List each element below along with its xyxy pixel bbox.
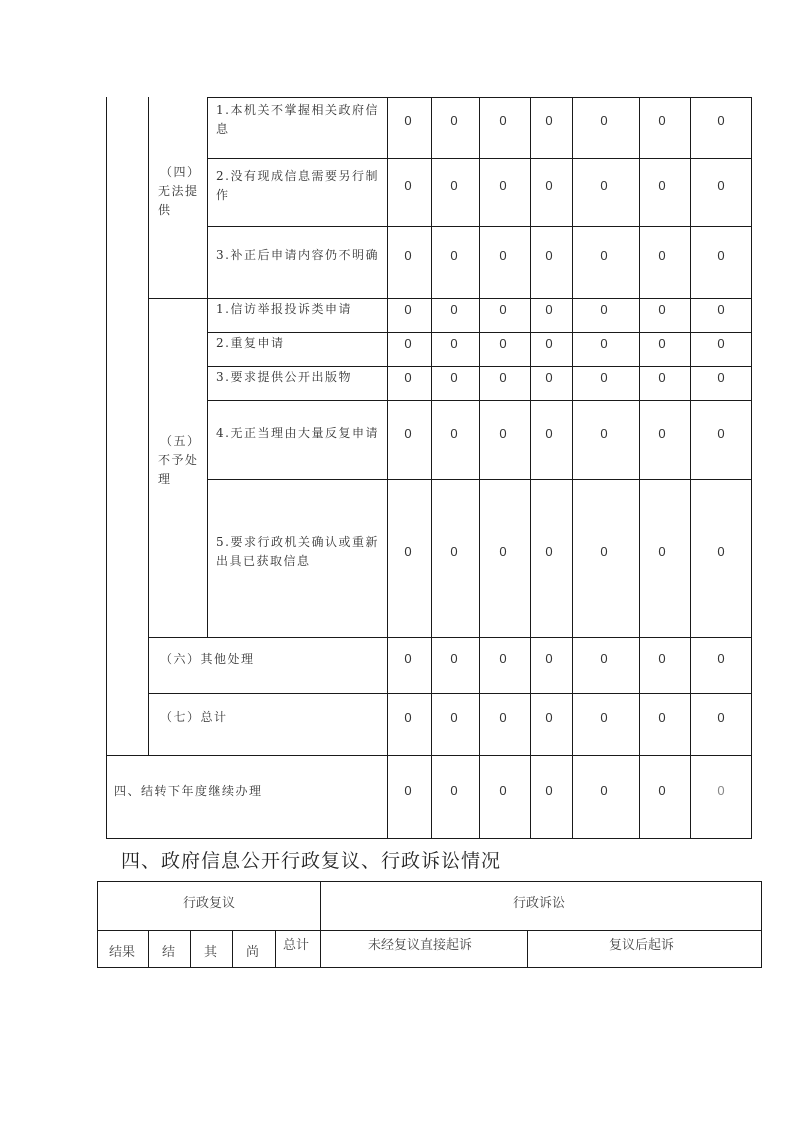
subheader-result: 结果 bbox=[109, 945, 136, 960]
value-cell: 0 bbox=[717, 248, 725, 263]
subheader-after-review-suit: 复议后起诉 bbox=[609, 938, 675, 953]
row-label: 5.要求行政机关确认或重新 出具已获取信息 bbox=[216, 535, 379, 568]
rule bbox=[148, 930, 149, 968]
value-cell: 0 bbox=[450, 783, 458, 798]
rule bbox=[106, 755, 751, 756]
value-cell: 0 bbox=[450, 248, 458, 263]
value-cell: 0 bbox=[450, 370, 458, 385]
header-admin-litigation: 行政诉讼 bbox=[513, 896, 566, 911]
value-cell: 0 bbox=[404, 248, 412, 263]
value-cell: 0 bbox=[404, 544, 412, 559]
value-cell: 0 bbox=[499, 783, 507, 798]
rule bbox=[761, 881, 762, 968]
value-cell: 0 bbox=[450, 178, 458, 193]
rule bbox=[232, 930, 233, 968]
subheader-jie: 结 bbox=[162, 945, 176, 960]
value-cell: 0 bbox=[545, 302, 553, 317]
rule bbox=[530, 97, 531, 839]
row-label: 2.没有现成信息需要另行制 作 bbox=[216, 169, 379, 202]
value-cell: 0 bbox=[717, 178, 725, 193]
value-cell: 0 bbox=[499, 178, 507, 193]
value-cell: 0 bbox=[600, 426, 608, 441]
group-four-label: （四） 无法提 供 bbox=[158, 165, 201, 217]
value-cell: 0 bbox=[717, 302, 725, 317]
value-cell: 0 bbox=[658, 178, 666, 193]
rule bbox=[275, 930, 276, 968]
value-cell: 0 bbox=[545, 336, 553, 351]
value-cell: 0 bbox=[600, 248, 608, 263]
value-cell: 0 bbox=[658, 302, 666, 317]
value-cell: 0 bbox=[545, 783, 553, 798]
value-cell: 0 bbox=[450, 544, 458, 559]
row-label: 4.无正当理由大量反复申请 bbox=[216, 426, 379, 440]
subheader-total: 总计 bbox=[283, 938, 310, 953]
value-cell: 0 bbox=[658, 336, 666, 351]
subheader-qi: 其 bbox=[204, 945, 218, 960]
value-cell: 0 bbox=[600, 651, 608, 666]
value-cell: 0 bbox=[404, 783, 412, 798]
value-cell: 0 bbox=[658, 370, 666, 385]
rule bbox=[148, 693, 751, 694]
value-cell: 0 bbox=[600, 544, 608, 559]
rule bbox=[527, 930, 528, 968]
row-label: 3.要求提供公开出版物 bbox=[216, 370, 352, 384]
value-cell: 0 bbox=[545, 710, 553, 725]
rule bbox=[207, 97, 208, 638]
value-cell: 0 bbox=[658, 651, 666, 666]
value-cell: 0 bbox=[450, 710, 458, 725]
value-cell: 0 bbox=[404, 426, 412, 441]
value-cell: 0 bbox=[658, 710, 666, 725]
value-cell: 0 bbox=[717, 544, 725, 559]
rule bbox=[751, 97, 752, 839]
row-label: （七）总计 bbox=[160, 710, 228, 724]
rule bbox=[320, 881, 321, 968]
rule bbox=[106, 838, 751, 839]
value-cell: 0 bbox=[545, 178, 553, 193]
value-cell: 0 bbox=[658, 783, 666, 798]
value-cell: 0 bbox=[404, 651, 412, 666]
value-cell: 0 bbox=[545, 113, 553, 128]
value-cell: 0 bbox=[450, 336, 458, 351]
value-cell: 0 bbox=[717, 113, 725, 128]
value-cell: 0 bbox=[600, 370, 608, 385]
value-cell: 0 bbox=[450, 113, 458, 128]
value-cell: 0 bbox=[717, 370, 725, 385]
value-cell: 0 bbox=[545, 426, 553, 441]
value-cell: 0 bbox=[545, 248, 553, 263]
rule bbox=[387, 97, 388, 839]
value-cell: 0 bbox=[658, 544, 666, 559]
rule bbox=[148, 97, 149, 756]
value-cell: 0 bbox=[499, 544, 507, 559]
rule bbox=[572, 97, 573, 839]
value-cell: 0 bbox=[717, 426, 725, 441]
value-cell: 0 bbox=[600, 302, 608, 317]
rule bbox=[690, 97, 691, 839]
value-cell: 0 bbox=[600, 783, 608, 798]
value-cell: 0 bbox=[404, 370, 412, 385]
value-cell: 0 bbox=[404, 178, 412, 193]
value-cell: 0 bbox=[600, 336, 608, 351]
row-label: 3.补正后申请内容仍不明确 bbox=[216, 248, 379, 262]
value-cell: 0 bbox=[545, 370, 553, 385]
value-cell: 0 bbox=[450, 651, 458, 666]
value-cell: 0 bbox=[499, 651, 507, 666]
rule bbox=[190, 930, 191, 968]
rule bbox=[97, 967, 762, 968]
rule bbox=[106, 97, 107, 839]
section-heading: 四、政府信息公开行政复议、行政诉讼情况 bbox=[121, 850, 502, 872]
value-cell: 0 bbox=[450, 426, 458, 441]
value-cell: 0 bbox=[404, 710, 412, 725]
value-cell: 0 bbox=[499, 710, 507, 725]
value-cell: 0 bbox=[658, 113, 666, 128]
value-cell: 0 bbox=[717, 710, 725, 725]
row-label: 2.重复申请 bbox=[216, 336, 285, 350]
value-cell: 0 bbox=[499, 426, 507, 441]
value-cell: 0 bbox=[404, 302, 412, 317]
group-five-label: （五） 不予处 理 bbox=[158, 434, 201, 486]
value-cell: 0 bbox=[404, 113, 412, 128]
value-cell: 0 bbox=[717, 651, 725, 666]
value-cell: 0 bbox=[600, 710, 608, 725]
rule bbox=[148, 298, 751, 299]
value-cell: 0 bbox=[499, 336, 507, 351]
value-cell: 0 bbox=[658, 426, 666, 441]
value-cell: 0 bbox=[545, 651, 553, 666]
row-label: 1.本机关不掌握相关政府信 息 bbox=[216, 103, 379, 136]
value-cell: 0 bbox=[499, 113, 507, 128]
value-cell: 0 bbox=[545, 544, 553, 559]
value-cell: 0 bbox=[499, 248, 507, 263]
value-cell: 0 bbox=[717, 783, 725, 798]
row-label: （六）其他处理 bbox=[160, 652, 255, 666]
value-cell: 0 bbox=[600, 178, 608, 193]
value-cell: 0 bbox=[499, 370, 507, 385]
rule bbox=[97, 930, 762, 931]
subheader-direct-suit: 未经复议直接起诉 bbox=[368, 938, 473, 953]
rule bbox=[479, 97, 480, 839]
value-cell: 0 bbox=[499, 302, 507, 317]
row-label: 四、结转下年度继续办理 bbox=[114, 784, 263, 798]
rule bbox=[97, 881, 98, 968]
row-label: 1.信访举报投诉类申请 bbox=[216, 302, 352, 316]
value-cell: 0 bbox=[450, 302, 458, 317]
rule bbox=[97, 881, 762, 882]
header-admin-review: 行政复议 bbox=[183, 896, 236, 911]
rule bbox=[639, 97, 640, 839]
rule bbox=[148, 637, 751, 638]
value-cell: 0 bbox=[600, 113, 608, 128]
value-cell: 0 bbox=[658, 248, 666, 263]
subheader-shang: 尚 bbox=[246, 945, 260, 960]
value-cell: 0 bbox=[404, 336, 412, 351]
value-cell: 0 bbox=[717, 336, 725, 351]
rule bbox=[431, 97, 432, 839]
